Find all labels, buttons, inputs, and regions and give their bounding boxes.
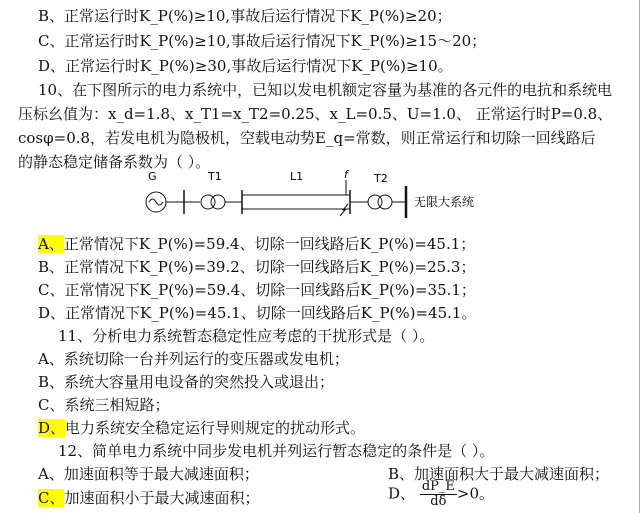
q12-option-a[interactable]: A、加速面积等于最大减速面积； <box>38 465 259 483</box>
label-t1: T1 <box>208 170 222 183</box>
q10-option-b[interactable] <box>38 257 475 277</box>
q12-option-d-tail: >0。 <box>456 484 494 503</box>
q10-line1: 10、在下图所示的电力系统中，已知以发电机额定容量为基准的各元件的电抗和系统电 <box>38 81 613 99</box>
q12-option-c-text: 加速面积小于最大减速面积； <box>64 489 260 507</box>
power-system-diagram <box>130 168 510 230</box>
t1-winding-2 <box>211 195 225 209</box>
q10-option-b-text: 正常情况下K_P(%)=39.2、切除一回线路后K_P(%)=25.3； <box>64 258 476 276</box>
prev-option-d: D、正常运行时K_P(%)≥30,事故后运行情况下K_P(%)≥10。 <box>38 57 453 75</box>
q10-option-c-letter: C、 <box>38 281 65 299</box>
t2-winding-2 <box>378 195 392 209</box>
q11-option-d-letter: D、 <box>38 419 66 437</box>
q12-option-d[interactable] <box>388 480 494 509</box>
label-f: f <box>344 168 348 181</box>
q12-option-d-fraction <box>420 480 457 509</box>
label-l1: L1 <box>290 170 304 183</box>
q10-line4: 的静态稳定储备系数为（ ）。 <box>18 153 211 171</box>
q10-line2: 压标幺值为：x_d=1.8、x_T1=x_T2=0.25、x_L=0.5、U=1.0、 正常运行时P=0.8、 <box>18 105 613 123</box>
prev-option-c: C、正常运行时K_P(%)≥10,事故后运行情况下K_P(%)≥15～20； <box>38 32 487 50</box>
q10-option-c[interactable] <box>38 280 476 300</box>
q10-option-a-text: 正常情况下K_P(%)=59.4、切除一回线路后K_P(%)=45.1； <box>63 235 476 253</box>
q10-option-d-text: 正常情况下K_P(%)=45.1、切除一回线路后K_P(%)=45.1。 <box>65 304 477 322</box>
q10-option-a-letter: A、 <box>38 235 64 253</box>
q11-option-c[interactable]: C、系统三相短路； <box>38 396 170 414</box>
q11-option-a[interactable]: A、系统切除一台并列运行的变压器或发电机； <box>38 350 349 368</box>
q10-option-c-text: 正常情况下K_P(%)=59.4、切除一回线路后K_P(%)=35.1； <box>64 281 476 299</box>
q11-option-d-text: 电力系统安全稳定运行导则规定的扰动形式。 <box>65 419 366 437</box>
q10-option-d-letter: D、 <box>38 304 66 322</box>
q10-option-a[interactable] <box>38 234 475 254</box>
label-infinite-system: 无限大系统 <box>414 195 475 209</box>
q11-option-b[interactable]: B、系统大容量用电设备的突然投入或退出； <box>38 373 335 391</box>
q12-stem: 12、简单电力系统中同步发电机并列运行暂态稳定的条件是（ ）。 <box>58 442 495 460</box>
fraction-numerator: dP_E <box>421 479 455 494</box>
fault-arrow-icon <box>340 204 348 216</box>
q12-option-c-letter: C、 <box>38 489 65 507</box>
q11-stem: 11、分析电力系统暂态稳定性应考虑的干扰形式是（ ）。 <box>58 327 435 345</box>
generator-wave <box>149 199 163 205</box>
q12-option-d-letter: D、 <box>388 484 416 503</box>
label-g: G <box>148 170 157 183</box>
prev-option-b: B、正常运行时K_P(%)≥10,事故后运行情况下K_P(%)≥20； <box>38 7 452 25</box>
q10-option-b-letter: B、 <box>38 258 65 276</box>
fraction-denominator: dδ <box>430 494 447 509</box>
q11-option-d[interactable] <box>38 418 365 438</box>
q10-option-d[interactable] <box>38 303 476 323</box>
label-t2: T2 <box>374 172 388 185</box>
q12-option-c[interactable] <box>38 488 260 508</box>
q10-line3: cosφ=0.8，若发电机为隐极机，空载电动势E_q=常数，则正常运行和切除一回线路后 <box>18 129 596 147</box>
q12-option-b[interactable]: B、加速面积大于最大减速面积； <box>388 465 610 483</box>
